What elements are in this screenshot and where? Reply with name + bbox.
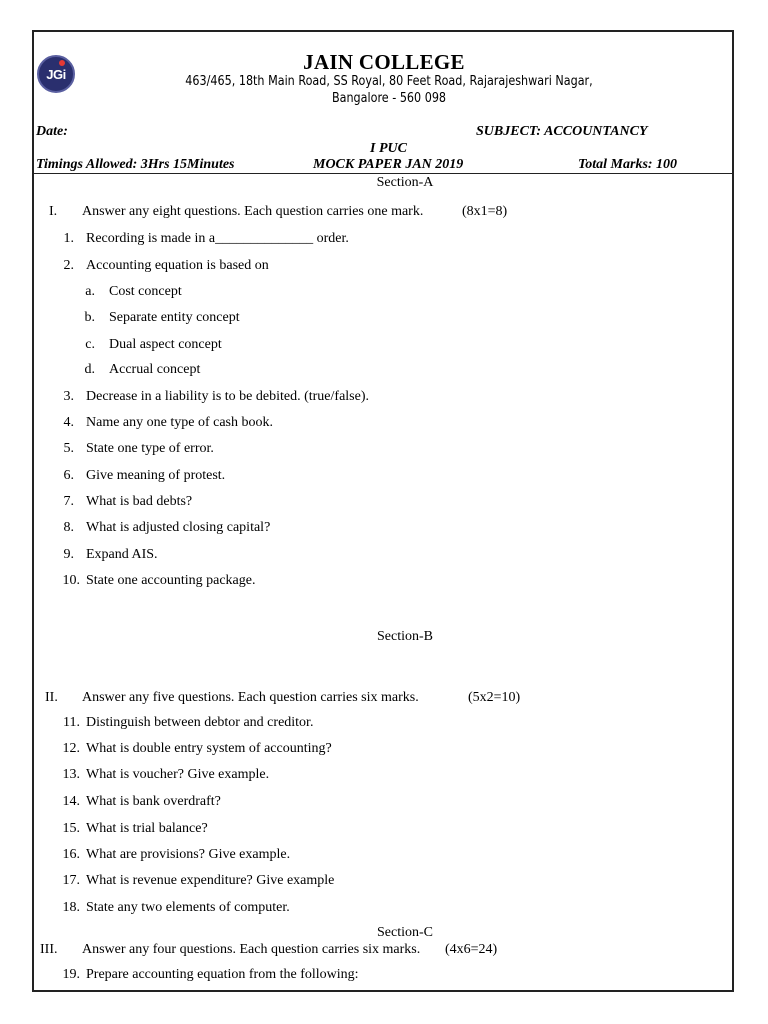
section-a-marks: (8x1=8): [462, 204, 508, 219]
total-marks: Total Marks: 100: [578, 157, 678, 172]
question-text: Name any one type of cash book.: [86, 415, 273, 430]
question-text: What is revenue expenditure? Give example: [86, 873, 335, 888]
question-text: State any two elements of computer.: [86, 900, 290, 915]
college-name: JAIN COLLEGE: [303, 50, 465, 74]
question-text: What is bad debts?: [86, 494, 193, 509]
section-a-instruction: Answer any eight questions. Each question carries one mark.: [82, 204, 424, 219]
date-label: Date:: [36, 124, 68, 139]
section-c-instruction: Answer any four questions. Each question carries six marks.: [82, 942, 421, 957]
section-c-title: Section-C: [377, 925, 433, 940]
question-number: 5.: [63, 441, 74, 456]
section-b-marks: (5x2=10): [468, 690, 521, 705]
option-text: Dual aspect concept: [109, 337, 222, 352]
question-text: What is bank overdraft?: [86, 794, 221, 809]
question-text: Prepare accounting equation from the following:: [86, 967, 359, 982]
header-divider: [33, 173, 733, 174]
question-number: 4.: [63, 415, 74, 430]
question-number: 6.: [63, 468, 74, 483]
address-line-2: Bangalore - 560 098: [331, 91, 447, 106]
question-number: 15.: [62, 821, 80, 836]
option-letter: b.: [84, 310, 95, 325]
logo-text: JGi: [46, 66, 66, 82]
question-number: 17.: [62, 873, 80, 888]
option-text: Accrual concept: [109, 362, 201, 377]
question-number: 13.: [62, 767, 80, 782]
question-number: 1.: [63, 231, 74, 246]
option-text: Separate entity concept: [109, 310, 240, 325]
question-text: Decrease in a liability is to be debited. (true/false).: [86, 389, 370, 404]
option-letter: a.: [85, 284, 95, 299]
question-number: 10.: [62, 573, 80, 588]
paper-title: MOCK PAPER JAN 2019: [313, 157, 464, 172]
question-text: State one accounting package.: [86, 573, 256, 588]
section-a-roman: I.: [49, 204, 58, 219]
option-letter: c.: [85, 337, 95, 352]
section-b-roman: II.: [45, 690, 58, 705]
question-text: Give meaning of protest.: [86, 468, 226, 483]
question-text: Expand AIS.: [86, 547, 158, 562]
question-number: 8.: [63, 520, 74, 535]
section-c-marks: (4x6=24): [445, 942, 498, 957]
question-number: 16.: [62, 847, 80, 862]
section-b-instruction: Answer any five questions. Each question carries six marks.: [82, 690, 419, 705]
option-text: Cost concept: [109, 284, 182, 299]
question-text: What is trial balance?: [86, 821, 208, 836]
section-b-title: Section-B: [377, 629, 433, 644]
question-text: Recording is made in a______________ order.: [86, 231, 349, 246]
question-text: What is adjusted closing capital?: [86, 520, 271, 535]
question-number: 3.: [63, 389, 74, 404]
option-letter: d.: [84, 362, 95, 377]
question-text: What are provisions? Give example.: [86, 847, 291, 862]
section-c-roman: III.: [40, 942, 58, 957]
question-text: What is double entry system of accounting?: [86, 741, 332, 756]
question-text: Accounting equation is based on: [86, 258, 269, 273]
question-text: Distinguish between debtor and creditor.: [86, 715, 314, 730]
subject-label: SUBJECT: ACCOUNTANCY: [476, 124, 648, 139]
timings-label: Timings Allowed: 3Hrs 15Minutes: [36, 157, 235, 172]
question-number: 2.: [63, 258, 74, 273]
class-label: I PUC: [370, 141, 407, 156]
question-number: 7.: [63, 494, 74, 509]
question-text: State one type of error.: [86, 441, 214, 456]
question-text: What is voucher? Give example.: [86, 767, 270, 782]
question-number: 9.: [63, 547, 74, 562]
question-number: 11.: [63, 715, 80, 730]
question-number: 14.: [62, 794, 80, 809]
question-number: 12.: [62, 741, 80, 756]
question-number: 18.: [62, 900, 80, 915]
section-a-title: Section-A: [376, 175, 434, 190]
question-number: 19.: [62, 967, 80, 982]
address-line-1: 463/465, 18th Main Road, SS Royal, 80 Feet Road, Rajarajeshwari Nagar,: [185, 74, 593, 89]
